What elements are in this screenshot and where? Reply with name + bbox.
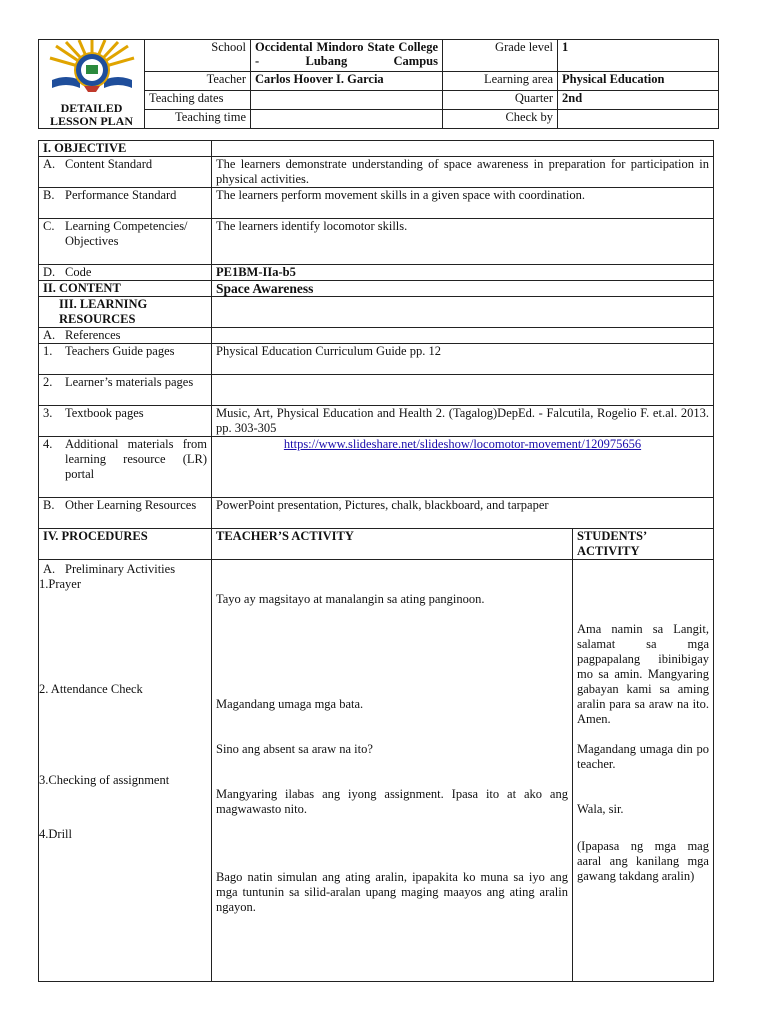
references-label: A. References	[39, 328, 212, 344]
drill-label: 4.Drill	[39, 827, 72, 841]
students-activity-heading: STUDENTS’ ACTIVITY	[573, 529, 714, 560]
teacher-label: Teacher	[145, 72, 251, 91]
students-greeting: Magandang umaga din po teacher.	[577, 742, 709, 771]
additional-materials-label: 4. Additional materials from learning resource (LR) portal	[39, 437, 212, 498]
other-resources-label: B. Other Learning Resources	[39, 498, 212, 529]
performance-standard-label: B. Performance Standard	[39, 188, 212, 219]
learners-materials-label: 2. Learner’s materials pages	[39, 375, 212, 406]
lesson-table	[38, 140, 714, 982]
dates-label: Teaching dates	[145, 91, 251, 110]
content-value: Space Awareness	[212, 281, 714, 297]
quarter-label: Quarter	[443, 91, 558, 110]
quarter-value: 2nd	[558, 91, 719, 110]
code-label: D. Code	[39, 265, 212, 281]
objective-heading: I. OBJECTIVE	[39, 141, 212, 157]
logo-caption: DETAILED LESSON PLAN	[49, 101, 134, 128]
area-value: Physical Education	[558, 72, 719, 91]
preliminary-labels	[39, 560, 212, 982]
textbook-value: Music, Art, Physical Education and Health 2. (Tagalog)DepEd. - Falcutila, Rogelio F. et.al. 2013. pp. 303-305	[212, 406, 714, 437]
teacher-activity-cell	[212, 560, 573, 982]
teacher-greeting: Magandang umaga mga bata.	[216, 697, 364, 711]
other-resources-value: PowerPoint presentation, Pictures, chalk, blackboard, and tarpaper	[212, 498, 714, 529]
school-label: School	[145, 40, 251, 72]
competencies-value: The learners identify locomotor skills.	[212, 219, 714, 265]
time-label: Teaching time	[145, 110, 251, 129]
students-prayer: Ama namin sa Langit, salamat sa mga pagpapalang ibinibigay mo sa amin. Mangyaring gabayan kami sa aming aralin para sa araw na ito. Amen.	[577, 622, 709, 726]
assignment-label: 3.Checking of assignment	[39, 773, 170, 787]
check-label: Check by	[443, 110, 558, 129]
school-seal-icon	[46, 40, 138, 96]
lr-portal-link[interactable]: https://www.slideshare.net/slideshow/locomotor-movement/120975656	[283, 437, 642, 451]
prayer-label: 1.Prayer	[39, 577, 81, 591]
students-assignment: (Ipapasa ng mga mag aaral ang kanilang mga gawang takdang aralin)	[577, 839, 709, 883]
lr-portal-cell	[212, 437, 714, 498]
teacher-activity-heading: TEACHER’S ACTIVITY	[212, 529, 573, 560]
header-table	[38, 39, 719, 129]
time-value	[251, 110, 443, 129]
students-activity-cell	[573, 560, 714, 982]
textbook-label: 3. Textbook pages	[39, 406, 212, 437]
logo-cell	[39, 40, 145, 129]
content-standard-value: The learners demonstrate understanding of space awareness in preparation for participation in physical activities.	[212, 157, 714, 188]
teachers-guide-value: Physical Education Curriculum Guide pp. 12	[212, 344, 714, 375]
area-label: Learning area	[443, 72, 558, 91]
code-value: PE1BM-IIa-b5	[212, 265, 714, 281]
grade-value: 1	[558, 40, 719, 72]
check-value	[558, 110, 719, 129]
teacher-prayer: Tayo ay magsitayo at manalangin sa ating panginoon.	[216, 592, 485, 606]
content-heading: II. CONTENT	[39, 281, 212, 297]
attendance-label: 2. Attendance Check	[39, 682, 143, 696]
preliminary-activities-label: A. Preliminary Activities	[43, 562, 176, 576]
resources-heading: III. LEARNING RESOURCES	[39, 297, 212, 328]
competencies-label: C. Learning Competencies/ Objectives	[39, 219, 212, 265]
grade-label: Grade level	[443, 40, 558, 72]
school-value: Occidental Mindoro State College - Lubang Campus	[251, 40, 443, 72]
teacher-absent: Sino ang absent sa araw na ito?	[216, 742, 373, 756]
dates-value	[251, 91, 443, 110]
procedures-heading: IV. PROCEDURES	[39, 529, 212, 560]
learners-materials-value	[212, 375, 714, 406]
teacher-assignment: Mangyaring ilabas ang iyong assignment. Ipasa ito at ako ang magwawasto nito.	[216, 787, 568, 816]
performance-standard-value: The learners perform movement skills in a given space with coordination.	[212, 188, 714, 219]
teacher-drill: Bago natin simulan ang ating aralin, ipapakita ko muna sa iyo ang mga tuntunin sa silid-aralan upang maging maayos ang ating aralin ngayon.	[216, 870, 568, 914]
students-absent: Wala, sir.	[577, 802, 624, 816]
teacher-value: Carlos Hoover I. Garcia	[251, 72, 443, 91]
content-standard-label: A. Content Standard	[39, 157, 212, 188]
teachers-guide-label: 1. Teachers Guide pages	[39, 344, 212, 375]
